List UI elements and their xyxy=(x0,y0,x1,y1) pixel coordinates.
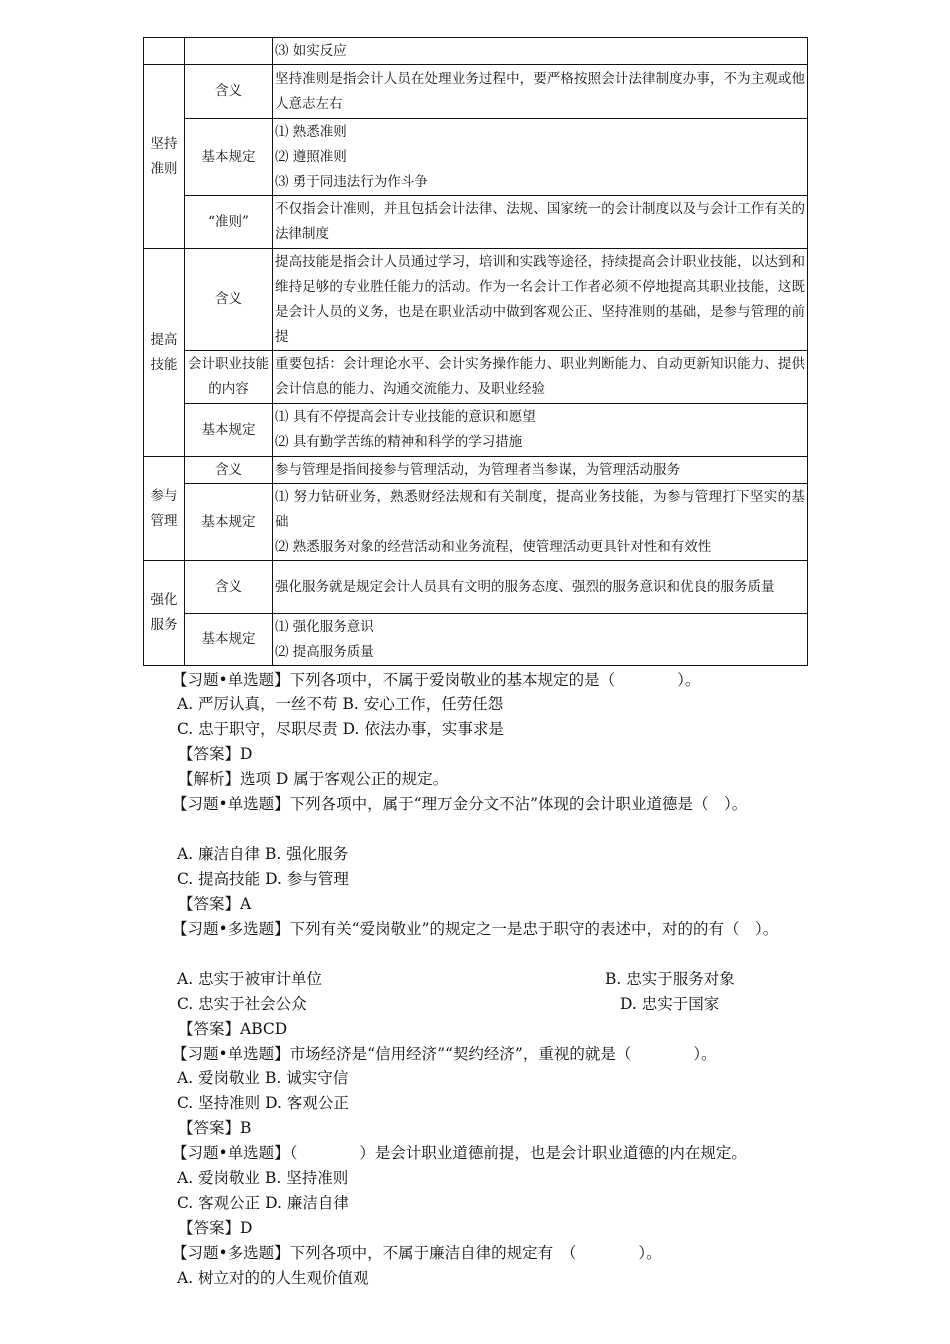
row-label: “准则” xyxy=(185,196,273,249)
table-cell: ⑴ 具有不停提高会计专业技能的意识和愿望 ⑵ 具有勤学苦练的精神和科学的学习措施 xyxy=(273,404,808,457)
question-options: A. 廉洁自律 B. 强化服务 xyxy=(177,845,349,863)
question-option: D. 忠实于国家 xyxy=(620,995,720,1013)
question-option: A. 忠实于被审计单位 xyxy=(177,970,323,988)
blank-cell xyxy=(144,38,185,65)
row-label: 基本规定 xyxy=(185,119,273,196)
table-cell: ⑶ 如实反应 xyxy=(273,38,808,65)
question-stem: 【习题•单选题】（ ）是会计职业道德前提，也是会计职业道德的内在规定。 xyxy=(172,1144,747,1162)
question-options: A. 树立对的的人生观价值观 xyxy=(177,1269,369,1287)
question-options: C. 客观公正 D. 廉洁自律 xyxy=(177,1194,349,1212)
row-label: 含义 xyxy=(185,561,273,614)
row-label: 会计职业技能的内容 xyxy=(185,351,273,404)
answer: 【答案】A xyxy=(178,895,252,913)
table-row xyxy=(144,484,808,561)
section-title-cell: 参与 管理 xyxy=(144,457,185,561)
question-option: B. 忠实于服务对象 xyxy=(605,970,735,988)
table-cell: 坚持准则是指会计人员在处理业务过程中，要严格按照会计法律制度办事，不为主观或他人意志左右 xyxy=(273,65,808,119)
table-row xyxy=(144,404,808,457)
answer: 【答案】B xyxy=(178,1119,252,1137)
table-row xyxy=(144,196,808,249)
question-stem: 【习题•单选题】下列各项中，不属于爱岗敬业的基本规定的是（ ）。 xyxy=(172,671,701,689)
question-options: C. 提高技能 D. 参与管理 xyxy=(177,870,349,888)
row-label: 含义 xyxy=(185,65,273,119)
question-stem: 【习题•多选题】下列各项中，不属于廉洁自律的规定有 （ ）。 xyxy=(172,1244,662,1262)
row-label: 基本规定 xyxy=(185,614,273,666)
question-options: A. 爱岗敬业 B. 诚实守信 xyxy=(177,1069,349,1087)
table-row xyxy=(144,119,808,196)
answer: 【答案】D xyxy=(178,745,253,763)
question-options: C. 坚持准则 D. 客观公正 xyxy=(177,1094,349,1112)
table-row xyxy=(144,561,808,614)
row-label: 基本规定 xyxy=(185,484,273,561)
table-cell: 参与管理是指间接参与管理活动，为管理者当参谋，为管理活动服务 xyxy=(273,457,808,484)
table-cell: ⑴ 熟悉准则 ⑵ 遵照准则 ⑶ 勇于同违法行为作斗争 xyxy=(273,119,808,196)
row-label: 含义 xyxy=(185,457,273,484)
row-label: 含义 xyxy=(185,249,273,351)
table-row xyxy=(144,351,808,404)
question-options: A. 爱岗敬业 B. 坚持准则 xyxy=(177,1169,349,1187)
table-cell: ⑴ 努力钻研业务，熟悉财经法规和有关制度，提高业务技能，为参与管理打下坚实的基础 ⑵ 熟悉服务对象的经营活动和业务流程，使管理活动更具针对性和有效性 xyxy=(273,484,808,561)
table-cell: 强化服务就是规定会计人员具有文明的服务态度、强烈的服务意识和优良的服务质量 xyxy=(273,561,808,614)
section-title-cell: 坚持 准则 xyxy=(144,65,185,249)
question-option: C. 忠实于社会公众 xyxy=(177,995,307,1013)
table-row xyxy=(144,38,808,65)
section-title-cell: 提高 技能 xyxy=(144,249,185,457)
question-options: C. 忠于职守，尽职尽责 D. 依法办事，实事求是 xyxy=(177,720,504,738)
answer: 【答案】D xyxy=(178,1219,253,1237)
row-label: 基本规定 xyxy=(185,404,273,457)
section-title-cell: 强化 服务 xyxy=(144,561,185,666)
question-stem: 【习题•单选题】市场经济是“信用经济”“契约经济”，重视的就是（ ）。 xyxy=(172,1045,717,1063)
table-row xyxy=(144,65,808,119)
table-cell: 重要包括：会计理论水平、会计实务操作能力、职业判断能力、自动更新知识能力、提供会计信息的能力、沟通交流能力、及职业经验 xyxy=(273,351,808,404)
table-row xyxy=(144,249,808,351)
answer: 【答案】ABCD xyxy=(178,1020,288,1038)
blank-cell xyxy=(185,38,273,65)
ethics-table xyxy=(143,37,808,666)
table-row xyxy=(144,457,808,484)
question-stem: 【习题•多选题】下列有关“爱岗敬业”的规定之一是忠于职守的表述中，对的的有（ ）。 xyxy=(172,920,779,938)
question-options: A. 严厉认真，一丝不苟 B. 安心工作，任劳任怨 xyxy=(177,695,504,713)
table-cell: ⑴ 强化服务意识 ⑵ 提高服务质量 xyxy=(273,614,808,666)
table-cell: 提高技能是指会计人员通过学习，培训和实践等途径，持续提高会计职业技能，以达到和维持足够的专业胜任能力的活动。作为一名会计工作者必须不停地提高其职业技能，这既是会计人员的义务，也是在职业活动中做到客观公正、坚持准则的基础，是参与管理的前提 xyxy=(273,249,808,351)
table-row xyxy=(144,614,808,666)
analysis: 【解析】选项 D 属于客观公正的规定。 xyxy=(178,770,449,788)
table-cell: 不仅指会计准则，并且包括会计法律、法规、国家统一的会计制度以及与会计工作有关的法律制度 xyxy=(273,196,808,249)
question-stem: 【习题•单选题】下列各项中，属于“理万金分文不沾”体现的会计职业道德是（ ）。 xyxy=(172,795,748,813)
